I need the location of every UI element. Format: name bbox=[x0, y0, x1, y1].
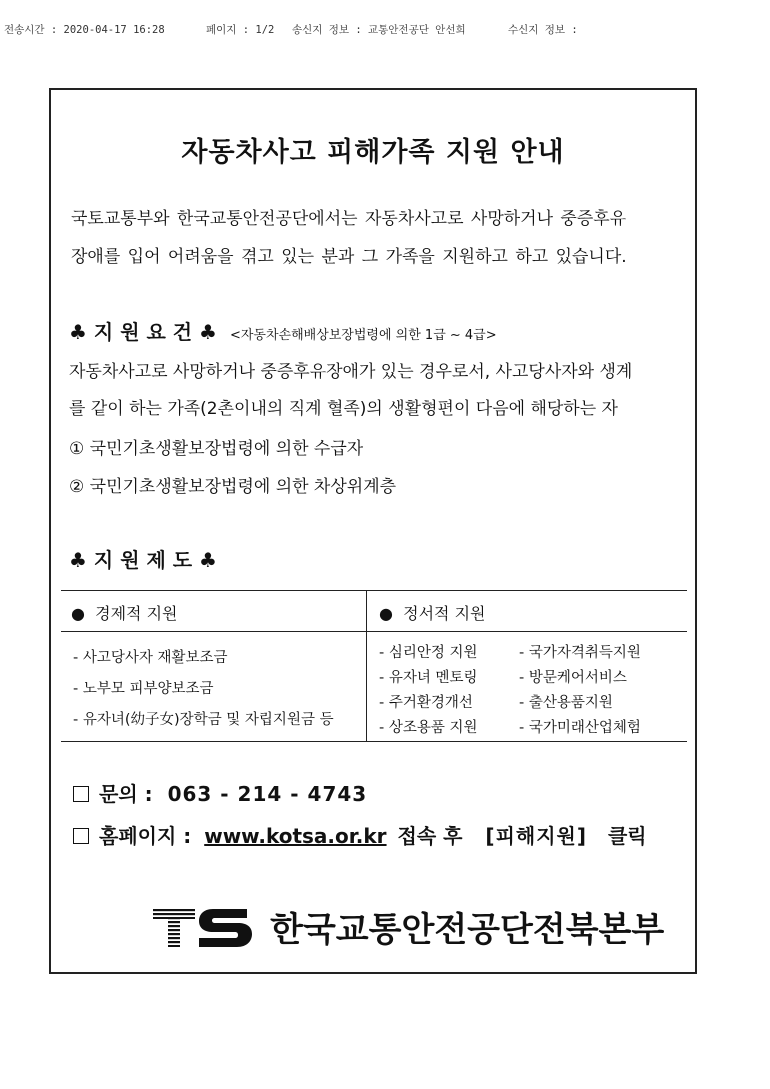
club-icon: ♣ bbox=[69, 320, 87, 344]
system-title: 지 원 제 도 bbox=[93, 548, 193, 572]
requirement-item: ① 국민기초생활보장법령에 의한 수급자 bbox=[69, 439, 364, 459]
emotional-support-header: ● 정서적 지원 bbox=[379, 604, 486, 623]
requirement-item: ② 국민기초생활보장법령에 의한 차상위계층 bbox=[69, 477, 397, 497]
notice-title: 자동차사고 피해가족 지원 안내 bbox=[181, 137, 565, 168]
contact-phone: 문의 : 063 - 214 - 4743 bbox=[73, 778, 367, 807]
table-divider bbox=[366, 591, 367, 741]
ts-logo-text: TS bbox=[203, 944, 205, 946]
emotional-item: - 국가자격취득지원 bbox=[519, 645, 641, 661]
fax-sender: 송신지 정보 : 교통안전공단 안선희 bbox=[292, 24, 466, 36]
emotional-item: - 국가미래산업체험 bbox=[519, 720, 641, 736]
emotional-item: - 유자녀 멘토링 bbox=[379, 670, 478, 686]
requirements-line: 자동차사고로 사망하거나 중증후유장애가 있는 경우로서, 사고당사자와 생계 bbox=[69, 362, 633, 382]
bullet-icon: ● bbox=[379, 604, 404, 623]
club-icon: ♣ bbox=[199, 320, 217, 344]
emotional-item: - 심리안정 지원 bbox=[379, 645, 478, 661]
club-icon: ♣ bbox=[69, 548, 87, 572]
intro-line: 국토교통부와 한국교통안전공단에서는 자동차사고로 사망하거나 중증후유 bbox=[71, 209, 627, 229]
fax-sent-time: 전송시간 : 2020-04-17 16:28 bbox=[4, 24, 165, 36]
requirements-line: 를 같이 하는 가족(2촌이내의 직계 혈족)의 생활형편이 다음에 해당하는 자 bbox=[69, 399, 618, 419]
homepage-link[interactable]: www.kotsa.or.kr bbox=[204, 824, 387, 848]
contact-homepage: 홈페이지 : www.kotsa.or.kr 접속 후 [피해지원] 클릭 bbox=[73, 820, 647, 849]
requirements-title: 지 원 요 건 bbox=[93, 320, 193, 344]
intro-paragraph bbox=[71, 200, 683, 276]
requirements-text bbox=[69, 354, 684, 428]
ts-logo-icon bbox=[151, 905, 255, 949]
club-icon: ♣ bbox=[199, 548, 217, 572]
requirements-note: <자동차손해배상보장법령에 의한 1급 ~ 4급> bbox=[229, 328, 497, 343]
economic-item: - 사고당사자 재활보조금 bbox=[73, 650, 228, 666]
economic-support-header: ● 경제적 지원 bbox=[71, 604, 178, 623]
economic-item: - 유자녀(幼子女)장학금 및 자립지원금 등 bbox=[73, 712, 334, 728]
footer-logo bbox=[151, 902, 664, 948]
checkbox-square-icon bbox=[73, 786, 89, 802]
fax-receiver: 수신지 정보 : bbox=[508, 24, 578, 36]
table-divider bbox=[61, 631, 687, 632]
emotional-item: - 주거환경개선 bbox=[379, 695, 473, 711]
fax-page: 페이지 : 1/2 bbox=[206, 24, 275, 36]
organization-name: 한국교통안전공단전북본부 bbox=[270, 910, 665, 950]
emotional-item: - 상조용품 지원 bbox=[379, 720, 478, 736]
support-system-table bbox=[61, 590, 687, 742]
phone-number: 063 - 214 - 4743 bbox=[167, 782, 368, 806]
checkbox-square-icon bbox=[73, 828, 89, 844]
emotional-item: - 방문케어서비스 bbox=[519, 670, 627, 686]
victim-support-menu: [피해지원] bbox=[485, 824, 587, 848]
intro-line: 장애를 입어 어려움을 겪고 있는 분과 그 가족을 지원하고 하고 있습니다. bbox=[71, 247, 627, 267]
system-heading bbox=[69, 544, 217, 573]
economic-item: - 노부모 피부양보조금 bbox=[73, 681, 214, 697]
requirements-heading bbox=[69, 316, 497, 345]
emotional-item: - 출산용품지원 bbox=[519, 695, 613, 711]
bullet-icon: ● bbox=[71, 604, 96, 623]
notice-frame bbox=[49, 88, 697, 974]
